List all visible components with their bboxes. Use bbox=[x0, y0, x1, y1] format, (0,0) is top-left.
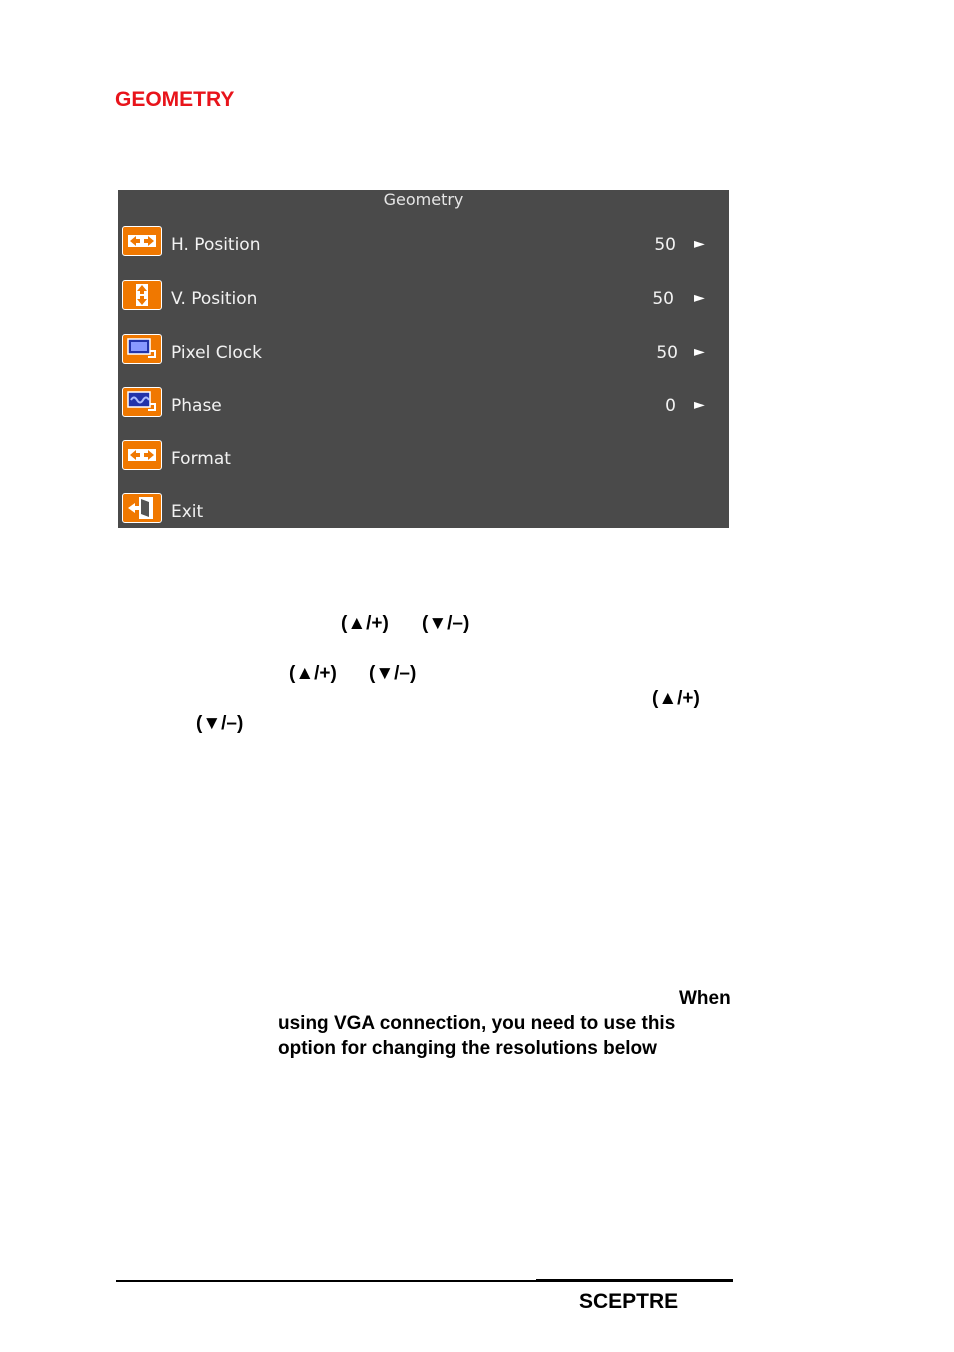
horizontal-arrows-icon bbox=[122, 440, 162, 470]
osd-item-label: Exit bbox=[171, 502, 204, 522]
section-heading: GEOMETRY bbox=[115, 88, 235, 111]
osd-item-label: Format bbox=[171, 449, 231, 469]
osd-title: Geometry bbox=[383, 190, 464, 209]
right-triangle-icon: ► bbox=[694, 236, 705, 252]
osd-item-phase[interactable] bbox=[118, 385, 729, 425]
osd-item-exit[interactable] bbox=[118, 491, 729, 528]
up-plus-key-symbol: (▲/+) bbox=[652, 688, 700, 709]
horizontal-arrows-icon bbox=[122, 226, 162, 256]
exit-door-icon bbox=[122, 493, 162, 523]
osd-item-label: Pixel Clock bbox=[171, 343, 262, 363]
osd-item-label: H. Position bbox=[171, 235, 261, 255]
osd-item-value: 50 bbox=[654, 235, 676, 255]
format-note-line-3: option for changing the resolutions below bbox=[278, 1038, 657, 1059]
monitor-clock-icon bbox=[122, 334, 162, 364]
osd-item-value: 50 bbox=[652, 289, 674, 309]
osd-item-h-position[interactable] bbox=[118, 224, 729, 264]
osd-item-label: V. Position bbox=[171, 289, 258, 309]
osd-item-v-position[interactable] bbox=[118, 278, 729, 318]
footer-rule bbox=[116, 1280, 536, 1282]
up-plus-key-symbol: (▲/+) bbox=[289, 663, 337, 684]
monitor-phase-icon bbox=[122, 387, 162, 417]
osd-item-value: 50 bbox=[656, 343, 678, 363]
osd-item-pixel-clock[interactable] bbox=[118, 332, 729, 372]
osd-item-format[interactable] bbox=[118, 438, 729, 478]
osd-item-value: 0 bbox=[665, 396, 676, 416]
format-note-line-1: When bbox=[679, 988, 731, 1009]
footer-rule-accent bbox=[536, 1279, 733, 1282]
vertical-arrows-icon bbox=[122, 280, 162, 310]
right-triangle-icon: ► bbox=[694, 397, 705, 413]
right-triangle-icon: ► bbox=[694, 344, 705, 360]
down-minus-key-symbol: (▼/–) bbox=[422, 613, 470, 634]
format-note-line-2: using VGA connection, you need to use this bbox=[278, 1013, 676, 1034]
down-minus-key-symbol: (▼/–) bbox=[196, 713, 244, 734]
up-plus-key-symbol: (▲/+) bbox=[341, 613, 389, 634]
osd-geometry-menu bbox=[118, 190, 729, 528]
osd-item-label: Phase bbox=[171, 396, 222, 416]
footer-brand: SCEPTRE bbox=[579, 1290, 679, 1313]
down-minus-key-symbol: (▼/–) bbox=[369, 663, 417, 684]
right-triangle-icon: ► bbox=[694, 290, 705, 306]
